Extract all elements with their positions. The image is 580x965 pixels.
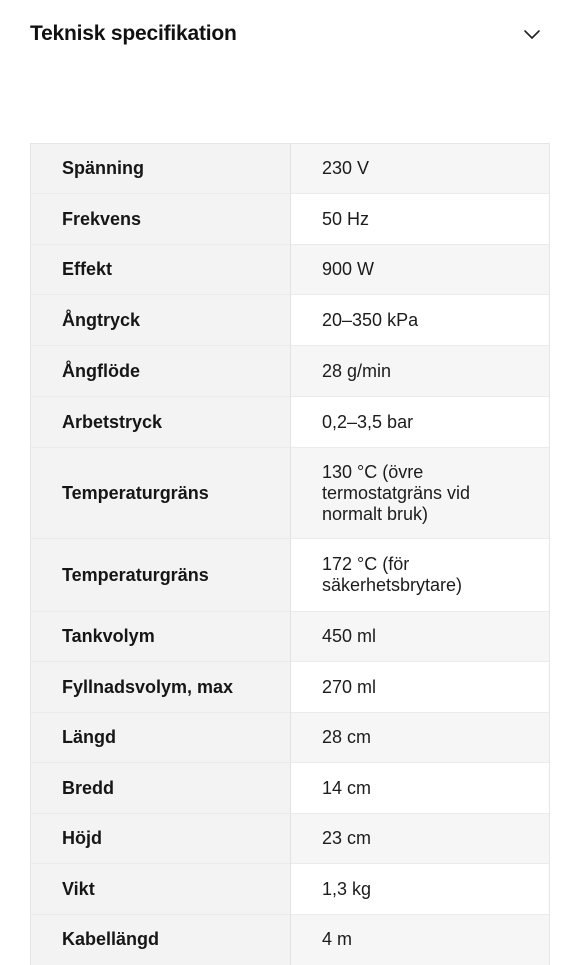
spec-value: 900 W bbox=[291, 245, 550, 295]
spec-label: Bredd bbox=[31, 763, 291, 814]
spec-value: 20–350 kPa bbox=[291, 295, 550, 346]
table-row bbox=[31, 915, 550, 965]
spec-value: 450 ml bbox=[291, 612, 550, 662]
spec-label: Temperaturgräns bbox=[31, 539, 291, 612]
table-row bbox=[31, 864, 550, 915]
spec-value: 50 Hz bbox=[291, 194, 550, 245]
spec-label: Arbetstryck bbox=[31, 397, 291, 448]
table-row bbox=[31, 346, 550, 397]
spec-label: Längd bbox=[31, 713, 291, 763]
spec-value: 4 m bbox=[291, 915, 550, 965]
spec-label: Temperaturgräns bbox=[31, 448, 291, 539]
spec-value: 1,3 kg bbox=[291, 864, 550, 915]
spec-value: 28 g/min bbox=[291, 346, 550, 397]
spec-section-header[interactable] bbox=[0, 0, 580, 72]
spec-value: 14 cm bbox=[291, 763, 550, 814]
spec-table bbox=[30, 143, 550, 965]
spec-label: Höjd bbox=[31, 814, 291, 864]
table-row bbox=[31, 662, 550, 713]
spec-label: Fyllnadsvolym, max bbox=[31, 662, 291, 713]
spec-value: 270 ml bbox=[291, 662, 550, 713]
table-row bbox=[31, 397, 550, 448]
table-row bbox=[31, 245, 550, 295]
table-row bbox=[31, 539, 550, 612]
table-row bbox=[31, 763, 550, 814]
spec-value: 172 °C (för säkerhetsbrytare) bbox=[291, 539, 550, 612]
spec-label: Ångflöde bbox=[31, 346, 291, 397]
table-row bbox=[31, 144, 550, 194]
table-row bbox=[31, 448, 550, 539]
spec-label: Vikt bbox=[31, 864, 291, 915]
spec-value: 0,2–3,5 bar bbox=[291, 397, 550, 448]
spec-label: Spänning bbox=[31, 144, 291, 194]
spec-label: Ångtryck bbox=[31, 295, 291, 346]
spec-value: 23 cm bbox=[291, 814, 550, 864]
spec-value: 130 °C (övre termostatgräns vid normalt bruk) bbox=[291, 448, 550, 539]
spec-value: 230 V bbox=[291, 144, 550, 194]
spec-value: 28 cm bbox=[291, 713, 550, 763]
section-title: Teknisk specifikation bbox=[30, 22, 237, 45]
chevron-down-icon[interactable] bbox=[522, 24, 542, 44]
spec-label: Effekt bbox=[31, 245, 291, 295]
table-row bbox=[31, 713, 550, 763]
table-row bbox=[31, 814, 550, 864]
spec-label: Tankvolym bbox=[31, 612, 291, 662]
spec-label: Kabellängd bbox=[31, 915, 291, 965]
spec-label: Frekvens bbox=[31, 194, 291, 245]
table-row bbox=[31, 194, 550, 245]
table-row bbox=[31, 612, 550, 662]
table-row bbox=[31, 295, 550, 346]
